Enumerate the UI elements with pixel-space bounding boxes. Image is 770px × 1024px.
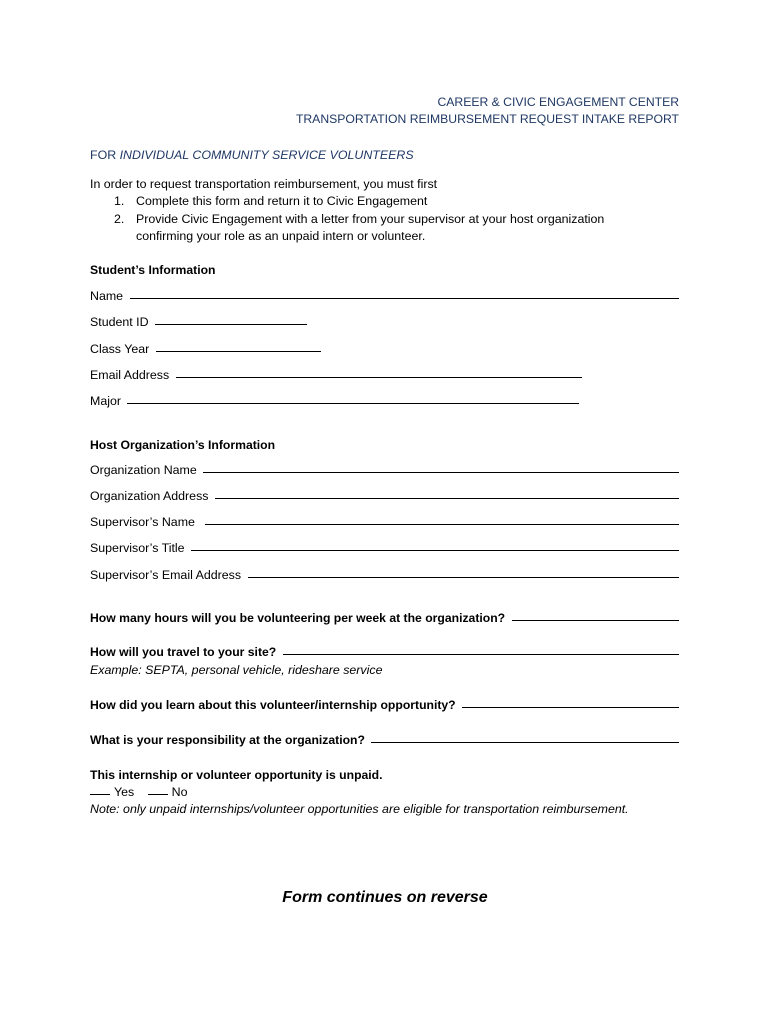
subtitle-prefix: FOR bbox=[90, 148, 120, 162]
travel-answer-line bbox=[283, 654, 679, 655]
student-info-heading: Student’s Information bbox=[90, 263, 216, 277]
supervisor-email-line bbox=[248, 577, 680, 578]
header-center-name: CAREER & CIVIC ENGAGEMENT CENTER bbox=[437, 95, 679, 109]
yes-no-options bbox=[90, 784, 679, 801]
no-blank bbox=[148, 794, 168, 795]
unpaid-statement: This internship or volunteer opportunity is unpaid. bbox=[90, 768, 383, 782]
hours-question-label: How many hours will you be volunteering per week at the organization? bbox=[90, 611, 509, 625]
email-label: Email Address bbox=[90, 368, 173, 382]
class-year-label: Class Year bbox=[90, 342, 153, 356]
yes-label: Yes bbox=[114, 785, 135, 799]
step-1-number: 1. bbox=[114, 194, 125, 208]
org-name-field bbox=[90, 462, 679, 479]
student-name-label: Name bbox=[90, 289, 127, 303]
student-id-label: Student ID bbox=[90, 315, 152, 329]
step-2-number: 2. bbox=[114, 212, 125, 226]
travel-question bbox=[90, 644, 679, 661]
eligibility-note: Note: only unpaid internships/volunteer opportunities are eligible for transportation reimbursement. bbox=[90, 802, 629, 816]
travel-question-label: How will you travel to your site? bbox=[90, 645, 280, 659]
org-address-line bbox=[215, 498, 679, 499]
org-name-label: Organization Name bbox=[90, 463, 201, 477]
org-name-line bbox=[203, 472, 679, 473]
learn-question-label: How did you learn about this volunteer/internship opportunity? bbox=[90, 698, 460, 712]
major-label: Major bbox=[90, 394, 125, 408]
major-line bbox=[127, 403, 579, 404]
class-year-field bbox=[90, 341, 679, 358]
supervisor-title-label: Supervisor’s Title bbox=[90, 541, 189, 555]
header-report-title: TRANSPORTATION REIMBURSEMENT REQUEST INTAKE REPORT bbox=[295, 112, 679, 126]
email-field bbox=[90, 367, 679, 384]
supervisor-name-field bbox=[90, 514, 679, 531]
major-field bbox=[90, 393, 679, 410]
intro-lead: In order to request transportation reimbursement, you must first bbox=[90, 177, 438, 191]
subtitle-text: INDIVIDUAL COMMUNITY SERVICE VOLUNTEERS bbox=[119, 148, 414, 162]
supervisor-name-label: Supervisor’s Name bbox=[90, 515, 202, 529]
supervisor-email-field bbox=[90, 567, 679, 584]
responsibility-question-label: What is your responsibility at the organization? bbox=[90, 733, 369, 747]
no-label: No bbox=[171, 785, 188, 799]
supervisor-name-line bbox=[205, 524, 679, 525]
travel-example: Example: SEPTA, personal vehicle, rideshare service bbox=[90, 663, 383, 677]
subtitle bbox=[90, 147, 679, 164]
class-year-line bbox=[156, 351, 321, 352]
responsibility-question bbox=[90, 732, 679, 749]
org-address-field bbox=[90, 488, 679, 505]
responsibility-answer-line bbox=[371, 742, 679, 743]
learn-question bbox=[90, 697, 679, 714]
email-line bbox=[176, 377, 582, 378]
student-id-field bbox=[90, 314, 679, 331]
learn-answer-line bbox=[462, 707, 679, 708]
supervisor-title-line bbox=[191, 550, 679, 551]
yes-blank bbox=[90, 794, 110, 795]
supervisor-title-field bbox=[90, 540, 679, 557]
continues-on-reverse: Form continues on reverse bbox=[282, 889, 488, 906]
step-2-text: Provide Civic Engagement with a letter from your supervisor at your host organization confirming your role as an unpaid intern or volunteer. bbox=[136, 212, 605, 243]
step-1-text: Complete this form and return it to Civic Engagement bbox=[136, 194, 428, 208]
org-address-label: Organization Address bbox=[90, 489, 212, 503]
student-name-field bbox=[90, 288, 679, 305]
student-id-line bbox=[155, 324, 307, 325]
hours-question bbox=[90, 610, 679, 627]
supervisor-email-label: Supervisor’s Email Address bbox=[90, 568, 245, 582]
host-info-heading: Host Organization’s Information bbox=[90, 438, 276, 452]
hours-answer-line bbox=[512, 620, 680, 621]
student-name-line bbox=[130, 298, 680, 299]
